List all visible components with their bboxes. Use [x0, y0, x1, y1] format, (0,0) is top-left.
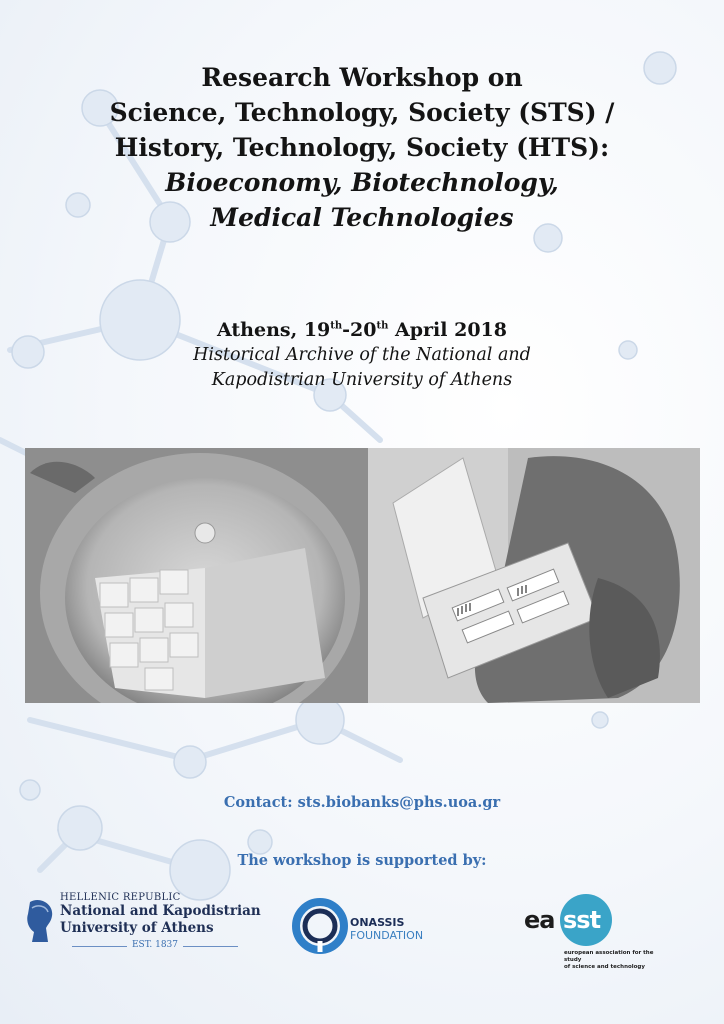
venue-line-2: Kapodistrian University of Athens: [211, 370, 513, 390]
date-suffix-1: th: [330, 320, 343, 332]
event-date: [40, 317, 684, 343]
onassis-foundation: FOUNDATION: [350, 929, 424, 942]
date-range: -20: [342, 319, 377, 341]
event-info: [40, 317, 684, 393]
venue-line-1: Historical Archive of the National and: [193, 345, 531, 365]
easst-sst: sst: [563, 906, 601, 934]
date-month-year: April 2018: [388, 319, 507, 341]
support-heading: The workshop is supported by:: [237, 852, 487, 869]
uoa-logo: [24, 890, 264, 970]
sponsor-logos: [0, 890, 724, 980]
title-line-1: Research Workshop on: [201, 63, 523, 92]
sample-box-photo: [368, 448, 700, 703]
easst-ea: ea: [524, 906, 555, 934]
uoa-name-1: National and Kapodistrian: [60, 903, 261, 919]
date-city: Athens, 19: [217, 319, 331, 341]
workshop-title: [40, 60, 684, 235]
onassis-name: ONASSIS: [350, 916, 405, 929]
uoa-est: EST. 1837: [60, 940, 250, 950]
title-line-5: Medical Technologies: [210, 203, 514, 232]
title-line-3: History, Technology, Society (HTS):: [114, 133, 610, 162]
onassis-ring-icon: [290, 896, 350, 956]
uoa-republic: HELLENIC REPUBLIC: [60, 892, 181, 903]
onassis-logo: [290, 896, 450, 956]
contact-email: Contact: sts.biobanks@phs.uoa.gr: [223, 794, 501, 811]
date-suffix-2: th: [376, 320, 389, 332]
title-line-4: Bioeconomy, Biotechnology,: [165, 168, 559, 197]
title-line-2: Science, Technology, Society (STS) /: [109, 98, 615, 127]
easst-logo: [524, 892, 664, 972]
cryo-freezer-photo: [25, 448, 368, 703]
uoa-name-2: University of Athens: [60, 920, 214, 936]
photo-strip: [25, 448, 700, 703]
easst-tagline-2: of science and technology: [564, 964, 645, 970]
easst-tagline: [564, 950, 664, 971]
easst-tagline-1: european association for the study: [564, 950, 654, 963]
easst-wordmark: [524, 906, 554, 934]
athena-head-icon: [24, 898, 56, 944]
